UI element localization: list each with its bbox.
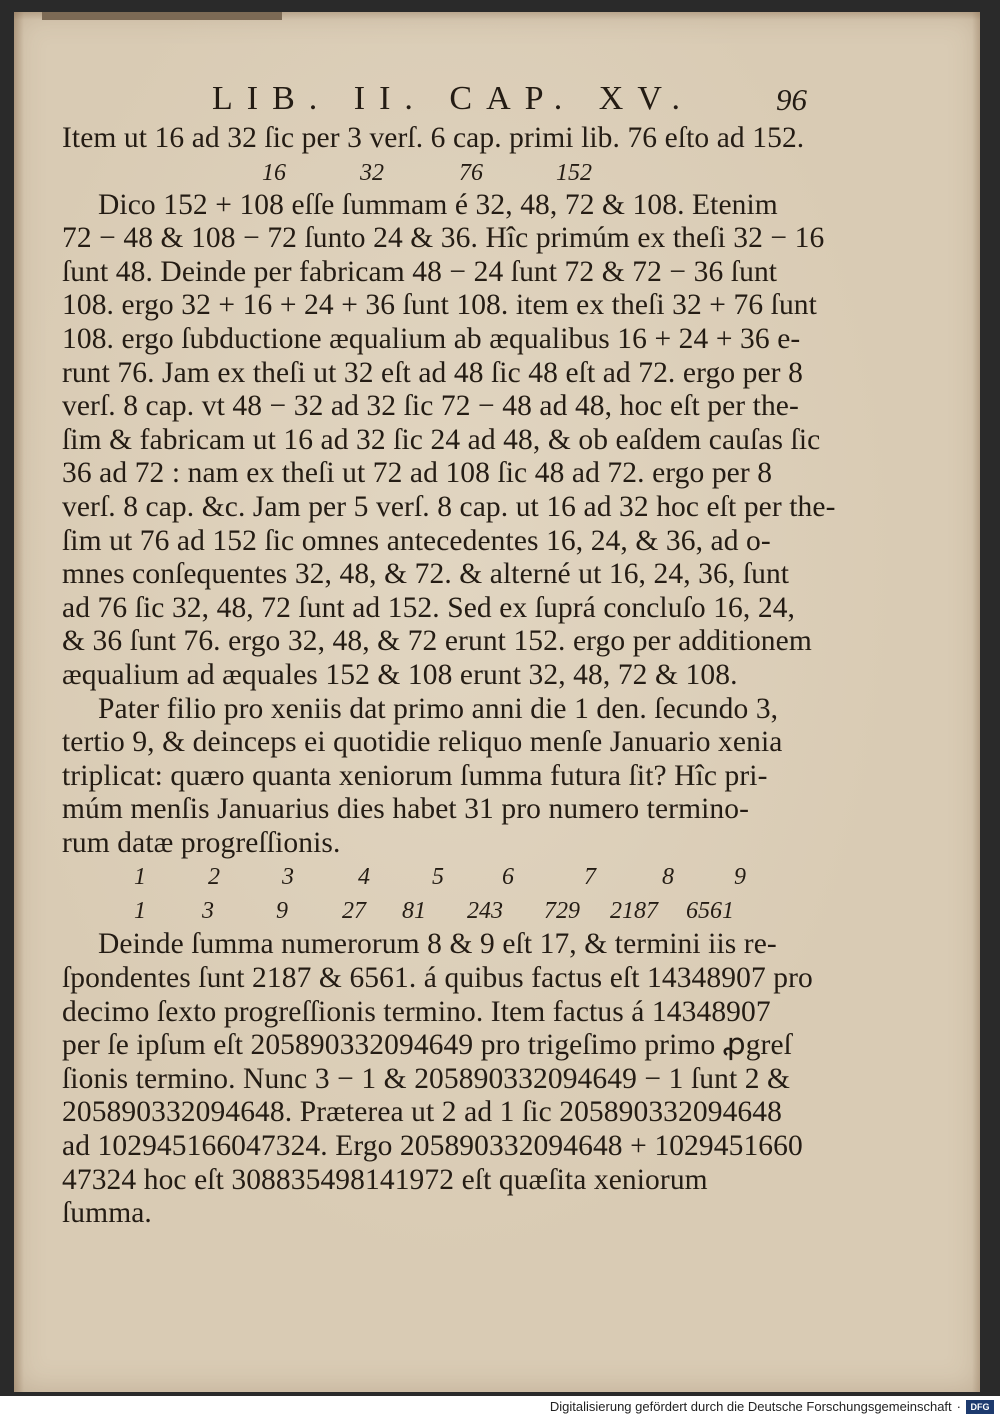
text-line: verſ. 8 cap. &c. Jam per 5 verſ. 8 cap. ut 16 ad 32 hoc eſt per the- [62, 490, 836, 523]
text-line: runt 76. Jam ex theſi ut 32 eſt ad 48 ſic 48 eſt ad 72. ergo per 8 [62, 356, 803, 389]
text-line: múm menſis Januarius dies habet 31 pro numero termino- [62, 793, 750, 826]
text-line: 108. ergo 32 + 16 + 24 + 36 ſunt 108. item ex theſi 32 + 76 ſunt [62, 289, 817, 322]
credit-separator: · [956, 1399, 961, 1414]
text-line: Pater filio pro xeniis dat primo anni die 1 den. ſecundo 3, [98, 692, 779, 725]
powers-row [62, 894, 802, 928]
page-number: 96 [776, 82, 807, 117]
index-value: 8 [662, 864, 674, 891]
series-value: 16 [262, 159, 286, 186]
index-value: 1 [134, 864, 146, 891]
text-line: 108. ergo ſubductione æqualium ab æqualibus 16 + 24 + 36 e- [62, 322, 801, 355]
text-line: 72 − 48 & 108 − 72 ſunto 24 & 36. Hîc primúm ex theſi 32 − 16 [62, 222, 825, 255]
dfg-logo-icon: DFG [966, 1400, 994, 1414]
index-value: 6 [502, 864, 514, 891]
text-line: 36 ad 72 : nam ex theſi ut 72 ad 108 ſic 48 ad 72. ergo per 8 [62, 457, 773, 490]
text-line: ſpondentes ſunt 2187 & 6561. á quibus factus eſt 14348907 pro [62, 962, 813, 995]
text-line: ſionis termino. Nunc 3 − 1 & 205890332094649 − 1 ſunt 2 & [62, 1062, 791, 1095]
text-line: verſ. 8 cap. vt 48 − 32 ad 32 ſic 72 − 48 ad 48, hoc eſt per the- [62, 390, 799, 423]
text-line: ad 76 ſic 32, 48, 72 ſunt ad 152. Sed ex ſuprá concluſo 16, 24, [62, 591, 796, 624]
index-value: 7 [584, 864, 596, 891]
text-line: per ſe ipſum eſt 205890332094649 pro trigeſimo primo ꝓgreſ [62, 1029, 792, 1062]
power-value: 9 [276, 898, 288, 925]
power-value: 27 [342, 898, 366, 925]
page-text [62, 80, 836, 1231]
power-value: 6561 [686, 898, 734, 925]
index-value: 9 [734, 864, 746, 891]
index-value: 4 [358, 864, 370, 891]
series-value: 32 [360, 159, 384, 186]
text-line: ſunt 48. Deinde per fabricam 48 − 24 ſunt 72 & 72 − 36 ſunt [62, 255, 778, 288]
text-line: tertio 9, & deinceps ei quotidie reliquo menſe Januario xenia [62, 726, 783, 759]
power-value: 81 [402, 898, 426, 925]
index-value: 3 [282, 864, 294, 891]
page-header [62, 80, 807, 122]
text-line: triplicat: quæro quanta xeniorum ſumma futura ſit? Hîc pri- [62, 759, 768, 792]
text-line: mnes conſequentes 32, 48, & 72. & alterné ut 16, 24, 36, ſunt [62, 558, 790, 591]
text-line: ſim ut 76 ad 152 ſic omnes antecedentes 16, 24, & 36, ad o- [62, 524, 771, 557]
text-line: ad 102945166047324. Ergo 205890332094648 + 1029451660 [62, 1130, 803, 1163]
index-value: 5 [432, 864, 444, 891]
text-line: 47324 hoc eſt 308835498141972 eſt quæſita xeniorum [62, 1163, 708, 1196]
credit-text: Digitalisierung gefördert durch die Deutsche Forschungsgemeinschaft [549, 1399, 952, 1414]
binding-strip [42, 12, 282, 20]
power-value: 729 [544, 898, 580, 925]
power-value: 243 [467, 898, 503, 925]
index-row [62, 860, 802, 894]
text-line: Dico 152 + 108 eſſe ſummam é 32, 48, 72 & 108. Etenim [98, 188, 778, 221]
text-line: rum datæ progreſſionis. [62, 826, 341, 859]
running-head: LIB. II. CAP. XV. [212, 80, 695, 117]
digitization-credit [550, 1399, 994, 1414]
text-line: & 36 ſunt 76. ergo 32, 48, & 72 erunt 152. ergo per additionem [62, 625, 812, 658]
series-value: 76 [459, 159, 483, 186]
text-line: ſim & fabricam ut 16 ad 32 ſic 24 ad 48, & ob eaſdem cauſas ſic [62, 423, 821, 456]
text-line: 205890332094648. Præterea ut 2 ad 1 ſic 205890332094648 [62, 1096, 782, 1129]
text-line: Item ut 16 ad 32 ſic per 3 verſ. 6 cap. primi lib. 76 eſto ad 152. [62, 122, 805, 154]
index-value: 2 [208, 864, 220, 891]
text-line: Deinde ſumma numerorum 8 & 9 eſt 17, & termini iis re- [98, 928, 777, 961]
series-row [62, 156, 802, 189]
text-line: decimo ſexto progreſſionis termino. Item factus á 14348907 [62, 995, 771, 1028]
series-value: 152 [556, 159, 592, 186]
text-line: æqualium ad æquales 152 & 108 erunt 32, 48, 72 & 108. [62, 658, 738, 691]
power-value: 2187 [610, 898, 658, 925]
text-line: ſumma. [62, 1197, 152, 1230]
power-value: 1 [134, 898, 146, 925]
power-value: 3 [202, 898, 214, 925]
